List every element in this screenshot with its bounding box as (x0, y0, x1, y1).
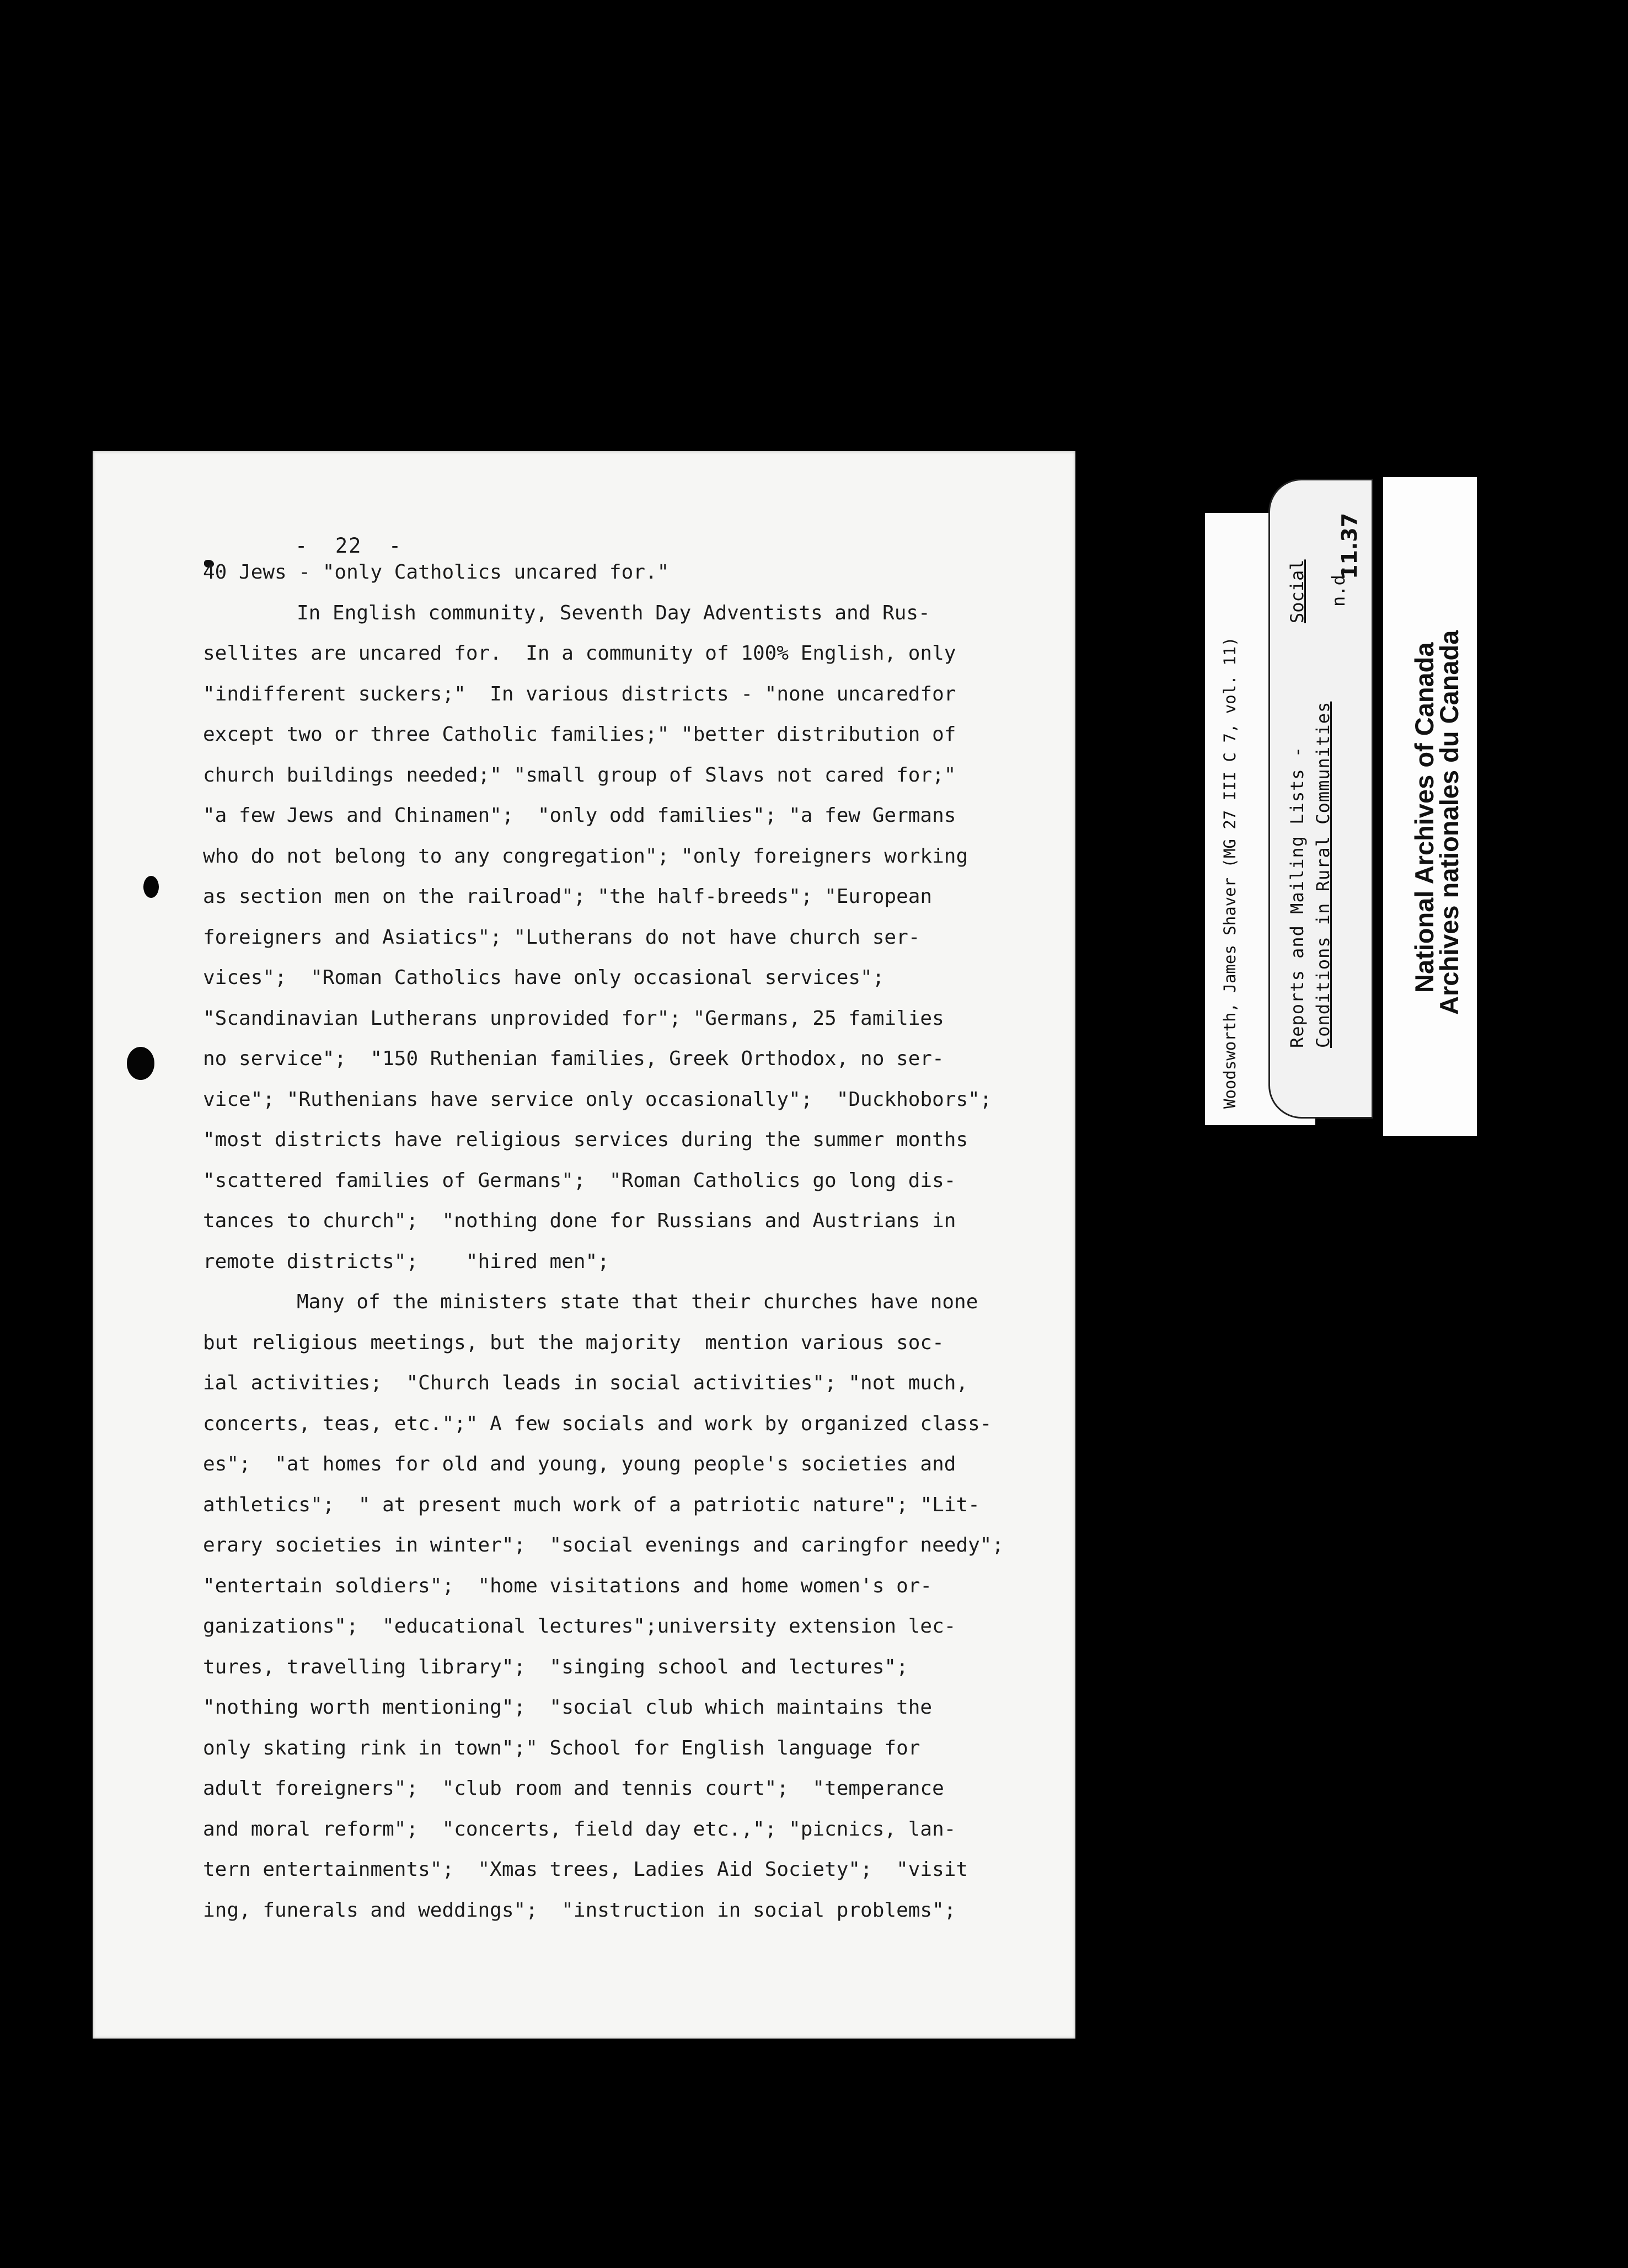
text-line: concerts, teas, etc.";" A few socials and work by organized class- (203, 1412, 992, 1435)
text-line: "Scandinavian Lutherans unprovided for"; "Germans, 25 families (203, 1007, 944, 1030)
text-line: no service"; "150 Ruthenian families, Greek Orthodox, no ser- (203, 1047, 944, 1070)
text-line: as section men on the railroad"; "the half-breeds"; "European (203, 885, 933, 908)
text-line: erary societies in winter"; "social evenings and caringfor needy"; (203, 1534, 1004, 1556)
document-page (93, 451, 1075, 2039)
text-line: sellites are uncared for. In a community of 100% English, only (203, 642, 956, 665)
page-number: - 22 - (295, 534, 403, 558)
archives-name-en: National Archives of Canada (1410, 642, 1439, 993)
text-line: vice"; "Ruthenians have service only occasionally"; "Duckhobors"; (203, 1088, 992, 1111)
text-line: "entertain soldiers"; "home visitations and home women's or- (203, 1574, 933, 1597)
text-line: In English community, Seventh Day Adventists and Rus- (297, 601, 930, 624)
folder-title-line2 (1313, 702, 1334, 1048)
text-line: tern entertainments"; "Xmas trees, Ladies Aid Society"; "visit (203, 1858, 968, 1881)
text-line: tances to church"; "nothing done for Russians and Austrians in (203, 1210, 956, 1232)
text-line: Many of the ministers state that their churches have none (297, 1291, 978, 1313)
body-text (93, 451, 1075, 2039)
text-line: 40 Jews - "only Catholics uncared for." (203, 561, 670, 584)
text-line: and moral reform"; "concerts, field day etc.,"; "picnics, lan- (203, 1817, 956, 1841)
archives-name-fr: Archives nationales du Canada (1434, 630, 1464, 1015)
text-line: foreigners and Asiatics"; "Lutherans do not have church ser- (203, 926, 920, 949)
text-line: tures, travelling library"; "singing school and lectures"; (203, 1655, 908, 1678)
text-line: ganizations"; "educational lectures";university extension lec- (203, 1615, 956, 1638)
folder-title-social: Social (1287, 559, 1308, 623)
reference-text: Woodsworth, James Shaver (MG 27 III C 7, vol. 11) (1220, 636, 1239, 1109)
text-line: ing, funerals and weddings"; "instruction in social problems"; (203, 1898, 956, 1922)
folder-date: n.d. (1328, 564, 1349, 607)
text-line: who do not belong to any congregation"; "only foreigners working (203, 844, 968, 868)
folder-title-line2-text: Conditions in Rural Communities (1313, 701, 1334, 1048)
text-line: only skating rink in town";" School for English language for (203, 1736, 920, 1759)
text-line: but religious meetings, but the majority mention various soc- (203, 1331, 944, 1354)
text-line: "nothing worth mentioning"; "social club which maintains the (203, 1696, 933, 1719)
text-line: remote districts"; "hired men"; (203, 1250, 609, 1273)
text-line: ial activities; "Church leads in social activities"; "not much, (203, 1372, 968, 1394)
text-line: vices"; "Roman Catholics have only occasional services"; (203, 966, 885, 989)
text-line: except two or three Catholic families;" "better distribution of (203, 723, 956, 746)
text-line: "indifferent suckers;" In various districts - "none uncaredfor (203, 682, 956, 705)
folder-code: 11.37 (1337, 512, 1362, 579)
text-line: "most districts have religious services during the summer months (203, 1128, 968, 1151)
text-line: "scattered families of Germans"; "Roman Catholics go long dis- (203, 1169, 956, 1192)
folder-title-line1: Reports and Mailing Lists - (1287, 746, 1308, 1048)
text-line: adult foreigners"; "club room and tennis court"; "temperance (203, 1777, 944, 1800)
punch-hole-top (143, 876, 159, 898)
text-line: es"; "at homes for old and young, young people's societies and (203, 1453, 956, 1475)
text-line: athletics"; " at present much work of a patriotic nature"; "Lit- (203, 1493, 980, 1516)
text-line: church buildings needed;" "small group of Slavs not cared for;" (203, 763, 956, 787)
text-line: "a few Jews and Chinamen"; "only odd families"; "a few Germans (203, 804, 956, 827)
punch-hole-bottom (127, 1047, 154, 1080)
